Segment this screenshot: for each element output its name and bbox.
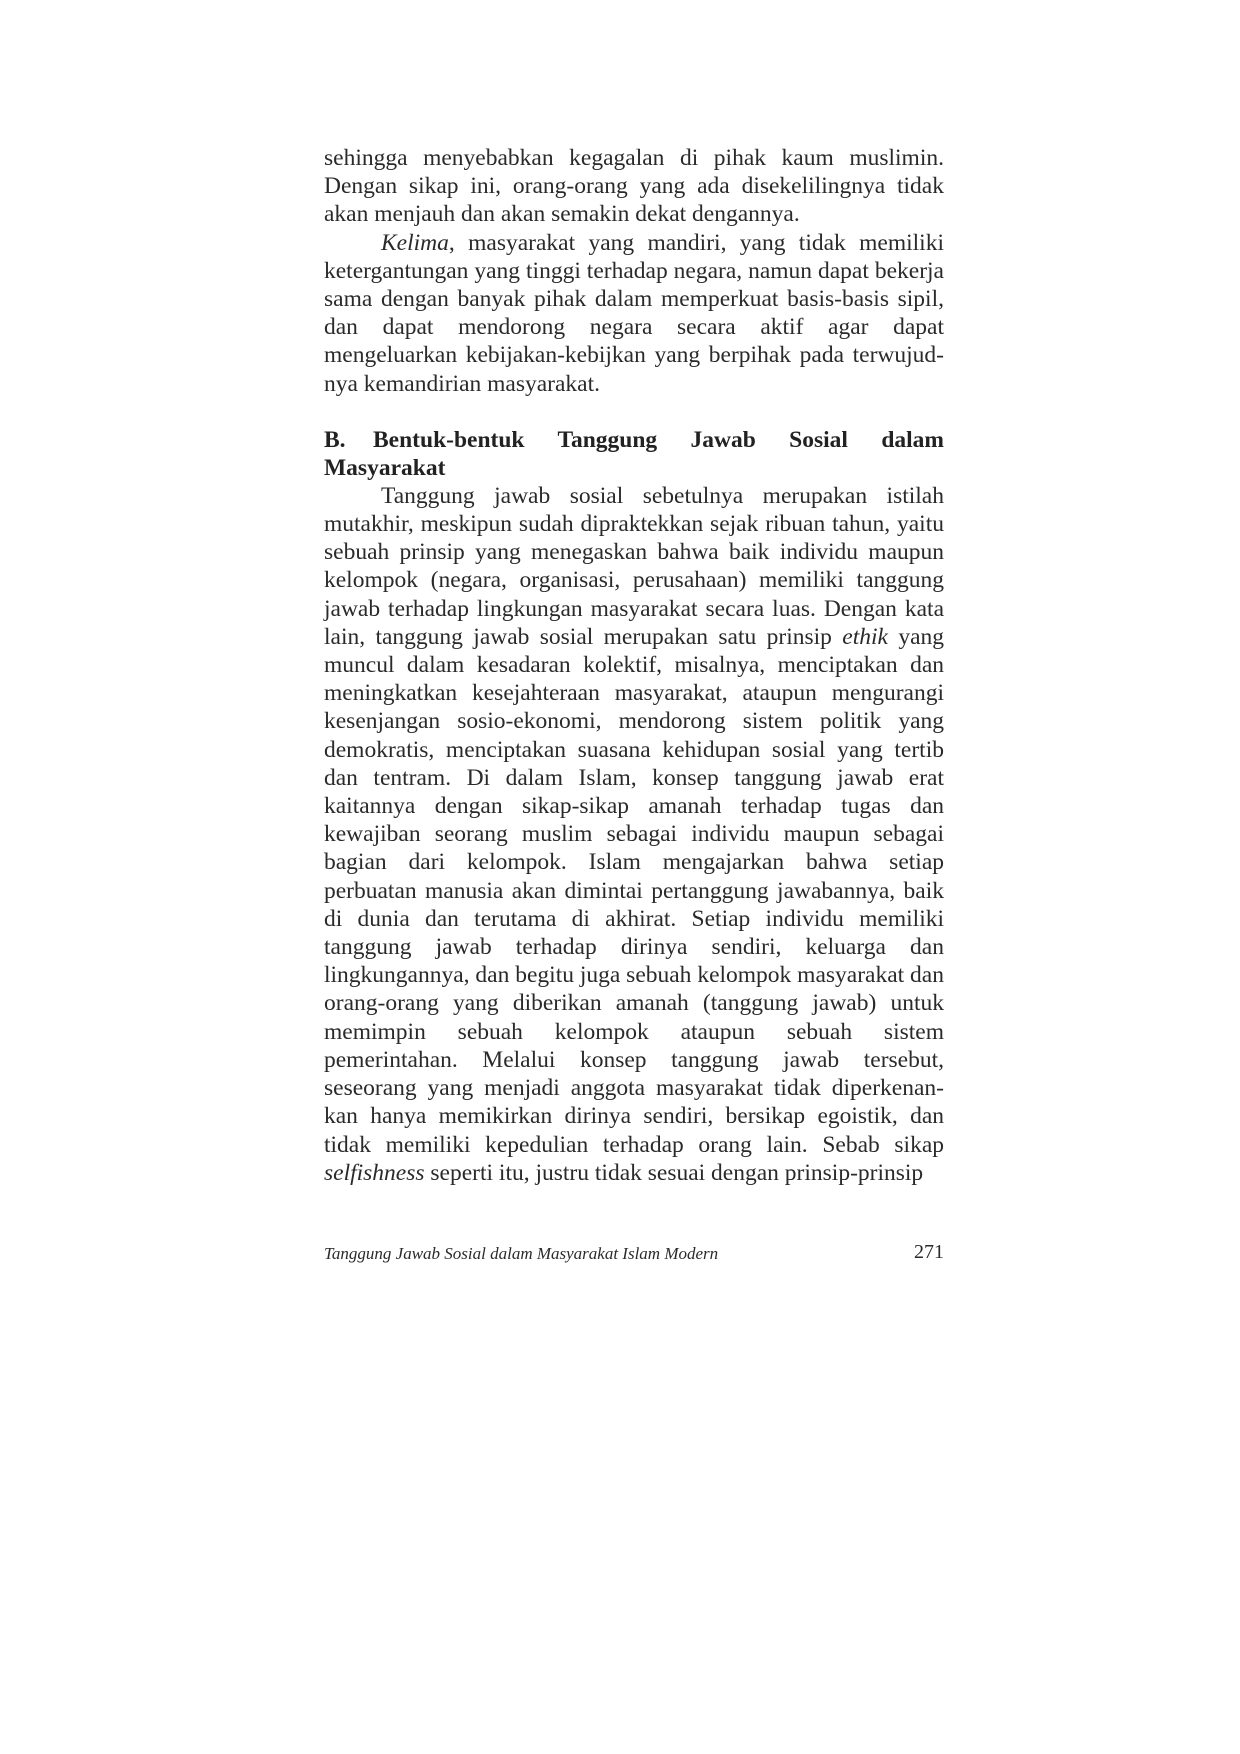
paragraph-text: seperti itu, justru tidak sesuai dengan prinsip-prinsip: [424, 1159, 924, 1186]
paragraph-continuation: [324, 144, 944, 229]
section-heading: [324, 426, 944, 482]
paragraph-text: yang muncul dalam kesadaran kolektif, misalnya, menciptakan dan meningkatkan kesejahteraan masyarakat, ataupun mengurangi kesenjangan sosio-ekonomi, mendorong sistem politik yang demokratis, menciptakan suasana kehidupan sosial yang tertib dan tentram. Di dalam Islam, konsep tanggung jawab erat kaitannya dengan sikap-sikap amanah terhadap tugas dan kewajiban seorang muslim sebagai individu maupun sebagai bagian dari kelompok. Islam mengajarkan bahwa setiap perbuatan manusia akan dimintai pertanggung jawabannya, baik di dunia dan terutama di akhirat. Setiap individu memiliki tanggung jawab terhadap dirinya sendiri, keluarga dan lingkungannya, dan begitu juga sebuah kelompok masyarakat dan orang-orang yang diberikan amanah (tanggung jawab) untuk memimpin sebuah kelompok ataupun sebuah sistem pemerintahan. Melalui konsep tanggung jawab tersebut, seseorang yang menjadi anggota masyarakat tidak diperkenan-kan hanya memikirkan dirinya sendiri, bersikap egoistik, dan tidak memiliki kepedulian terhadap orang lain. Sebab sikap: [324, 623, 944, 1158]
paragraph-text: sehingga menyebabkan kegagalan di pihak kaum muslimin. Dengan sikap ini, orang-orang yang ada disekelilingnya tidak akan menjauh dan akan semakin dekat dengannya.: [324, 145, 944, 228]
page-number: 271: [914, 1241, 944, 1263]
paragraph-tanggung-jawab: [324, 482, 944, 1187]
paragraph-text: , masyarakat yang mandiri, yang tidak memiliki ketergantungan yang tinggi terhadap negara, namun dapat bekerja sama dengan banyak pihak dalam memperkuat basis-basis sipil, dan dapat mendorong negara secara aktif agar dapat mengeluarkan kebijakan-kebijkan yang berpihak pada terwujud-nya kemandirian masyarakat.: [324, 229, 944, 397]
running-title: Tanggung Jawab Sosial dalam Masyarakat Islam Modern: [324, 1244, 719, 1263]
emphasis-kelima: Kelima: [381, 229, 449, 256]
section-number: B.: [324, 426, 346, 453]
emphasis-selfishness: selfishness: [324, 1159, 425, 1186]
section-title: Bentuk-bentuk Tanggung Jawab Sosial dalam Masyarakat: [324, 426, 944, 481]
paragraph-text: Tanggung jawab sosial sebetulnya merupakan istilah mutakhir, meskipun sudah dipraktekkan sejak ribuan tahun, yaitu sebuah prinsip yang menegaskan bahwa baik individu maupun kelompok (negara, organisasi, perusahaan) memiliki tanggung jawab terhadap lingkungan masyarakat secara luas. Dengan kata lain, tanggung jawab sosial merupakan satu prinsip: [324, 482, 944, 650]
body-text: [324, 144, 944, 1187]
paragraph-kelima: [324, 229, 944, 398]
emphasis-ethik: ethik: [842, 623, 888, 650]
